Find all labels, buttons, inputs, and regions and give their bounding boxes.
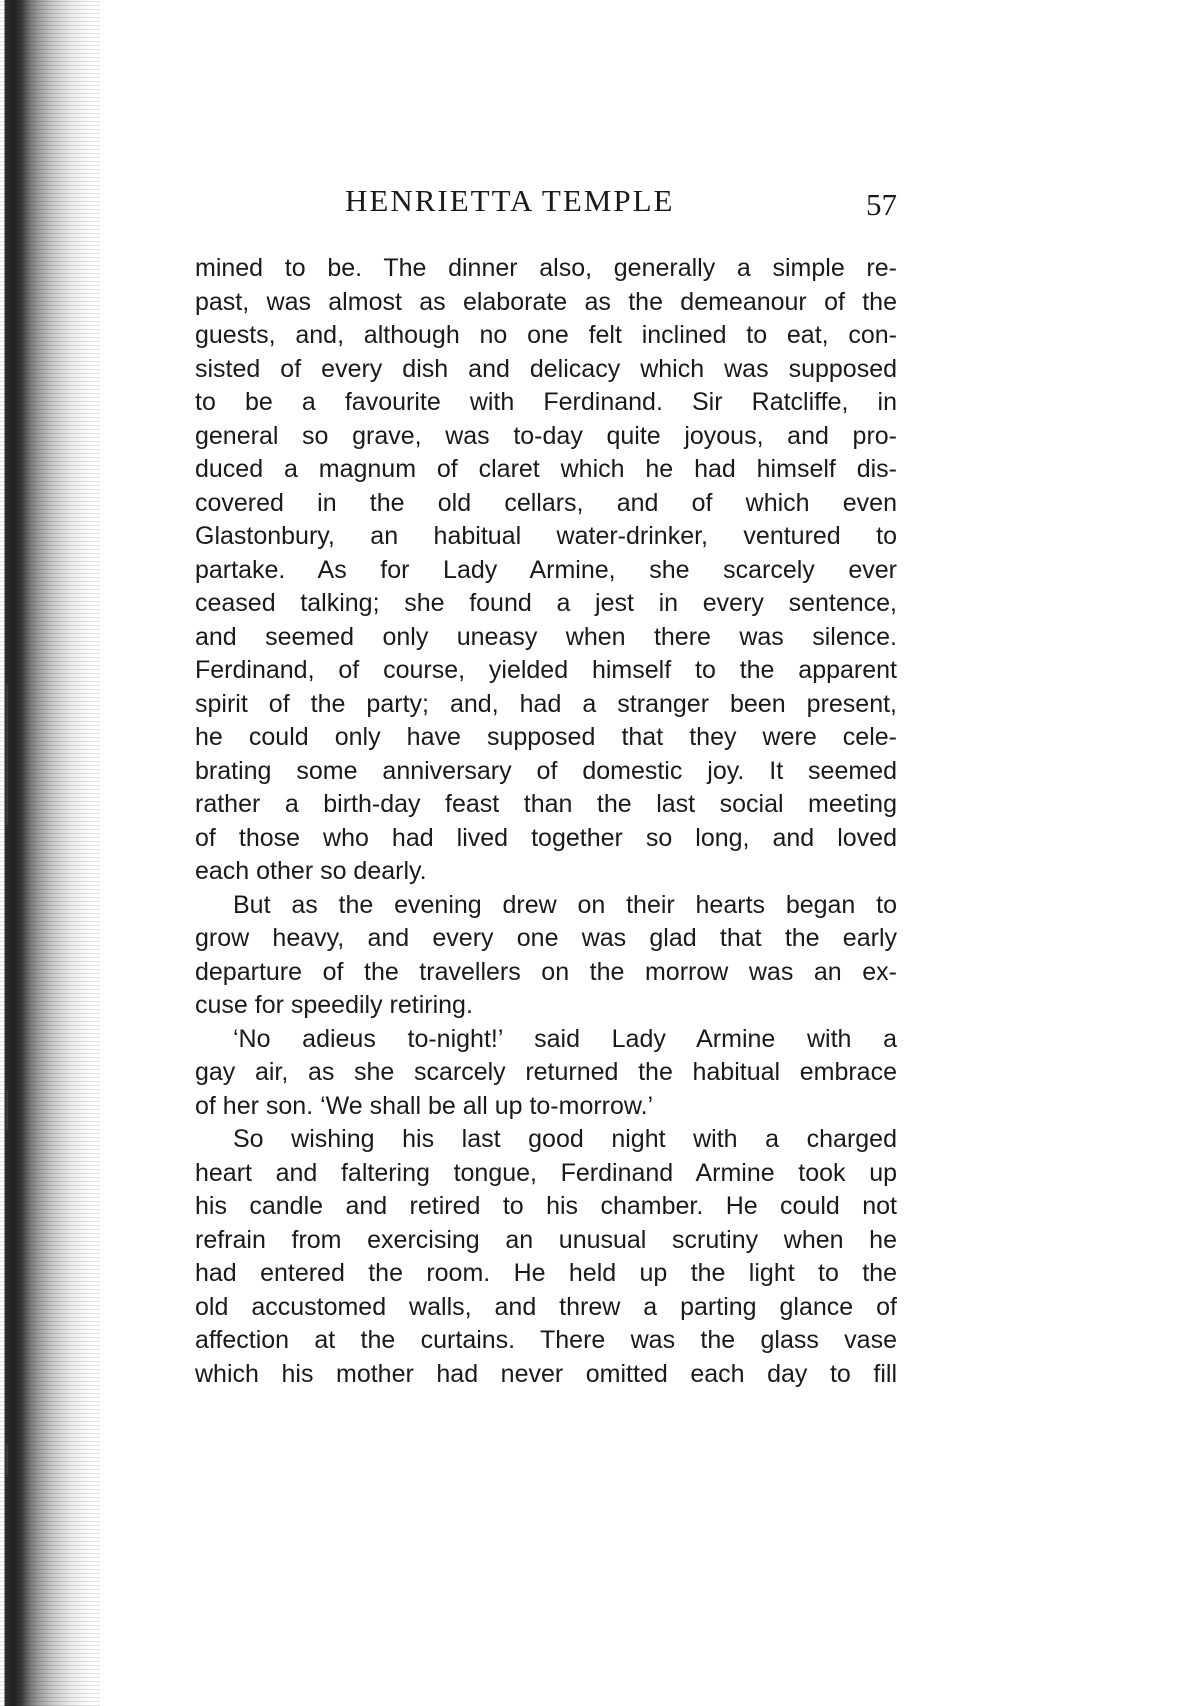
margin-scan-mark — [6, 1445, 8, 1475]
text-line: departure of the travellers on the morrow was an ex- — [195, 957, 897, 986]
margin-scan-mark — [6, 1090, 8, 1130]
text-line: Ferdinand, of course, yielded himself to the apparent — [195, 656, 897, 684]
text-line: covered in the old cellars, and of which even — [195, 488, 897, 517]
text-line: grow heavy, and every one was glad that the early — [195, 924, 897, 952]
paragraph-start-line: So wishing his last good night with a charged — [233, 1125, 897, 1153]
text-line: mined to be. The dinner also, generally a simple re- — [195, 254, 897, 282]
text-line: affection at the curtains. There was the glass vase — [195, 1326, 897, 1354]
text-line: old accustomed walls, and threw a parting glance of — [195, 1292, 897, 1321]
text-line: general so grave, was to-day quite joyous, and pro- — [195, 421, 897, 450]
paragraph-start-line: ‘No adieus to-night!’ said Lady Armine with a — [233, 1024, 897, 1053]
text-line: had entered the room. He held up the light to the — [195, 1259, 897, 1287]
text-line: refrain from exercising an unusual scrutiny when he — [195, 1225, 897, 1254]
text-line: ceased talking; she found a jest in every sentence, — [195, 589, 897, 617]
text-line: his candle and retired to his chamber. He could not — [195, 1192, 897, 1220]
text-line: past, was almost as elaborate as the demeanour of the — [195, 287, 897, 316]
paragraph-start-line: But as the evening drew on their hearts began to — [233, 890, 897, 919]
text-line: brating some anniversary of domestic joy. It seemed — [195, 756, 897, 785]
text-line: and seemed only uneasy when there was silence. — [195, 622, 897, 651]
text-line: partake. As for Lady Armine, she scarcely ever — [195, 555, 897, 584]
binding-texture — [0, 0, 100, 1706]
text-line: of those who had lived together so long, and loved — [195, 823, 897, 852]
text-line: heart and faltering tongue, Ferdinand Armine took up — [195, 1158, 897, 1187]
text-line: guests, and, although no one felt inclined to eat, con- — [195, 321, 897, 349]
text-line: each other so dearly. — [195, 857, 427, 885]
running-header — [180, 183, 900, 233]
text-line: cuse for speedily retiring. — [195, 991, 473, 1019]
text-line: gay air, as she scarcely returned the habitual embrace — [195, 1058, 897, 1086]
text-line: he could only have supposed that they were cele- — [195, 723, 897, 751]
text-line: sisted of every dish and delicacy which was supposed — [195, 354, 897, 383]
text-line: duced a magnum of claret which he had himself dis- — [195, 455, 897, 483]
text-line: spirit of the party; and, had a stranger been present, — [195, 689, 897, 718]
body-text — [195, 252, 897, 1391]
text-line: rather a birth-day feast than the last social meeting — [195, 790, 897, 818]
text-line: Glastonbury, an habitual water-drinker, ventured to — [195, 522, 897, 550]
running-title: HENRIETTA TEMPLE — [345, 183, 675, 218]
text-line: which his mother had never omitted each day to fill — [195, 1359, 897, 1388]
margin-scan-mark — [6, 685, 8, 825]
text-line: of her son. ‘We shall be all up to-morrow.’ — [195, 1091, 654, 1120]
text-line: to be a favourite with Ferdinand. Sir Ratcliffe, in — [195, 388, 897, 416]
page-number: 57 — [866, 187, 897, 222]
